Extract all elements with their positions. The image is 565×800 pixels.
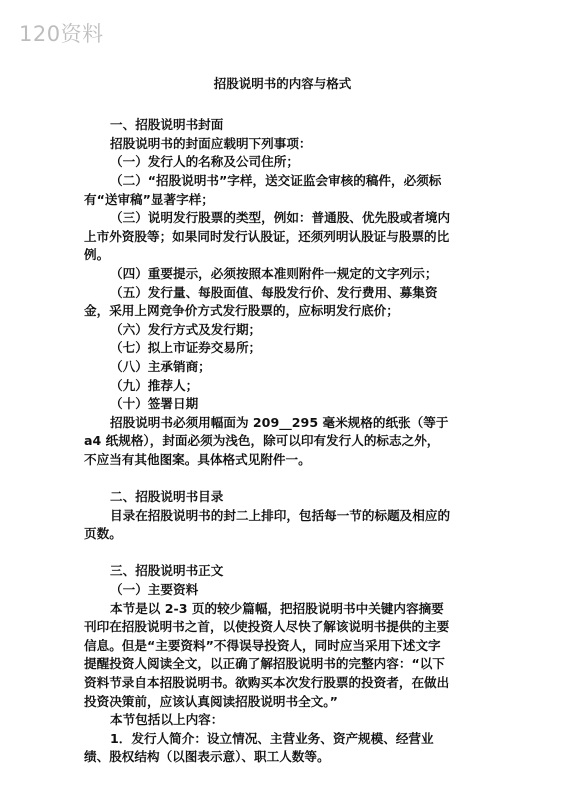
- list-item-3-cont: 例。: [84, 247, 110, 262]
- paragraph-line: 招股说明书必须用幅面为 209__295 毫米规格的纸张（等于: [110, 415, 449, 430]
- paragraph-line: 刊印在招股说明书之首，以使投资人尽快了解该说明书提供的主要: [84, 619, 450, 634]
- list-item-5-cont: 金，采用上网竞争价方式发行股票的，应标明发行底价；: [84, 303, 399, 318]
- paragraph-line: 招股说明书的封面应载明下列事项：: [110, 136, 312, 151]
- document-title: 招股说明书的内容与格式: [213, 76, 352, 91]
- subsection-heading: （一）主要资料: [110, 582, 199, 597]
- list-item-issuer-cont: 绩、股权结构（以图表示意）、职工人数等。: [84, 749, 330, 764]
- paragraph-line: 目录在招股说明书的封二上排印，包括每一节的标题及相应的: [110, 508, 451, 523]
- paragraph-line: 页数。: [84, 526, 122, 541]
- list-item-3-cont: 上市外资股等；如果同时发行认股证，还须列明认股证与股票的比: [84, 229, 450, 244]
- list-item-7: （七）拟上市证券交易所；: [110, 340, 262, 355]
- list-item-6: （六）发行方式及发行期；: [110, 322, 262, 337]
- list-item-9: （九）推荐人；: [110, 378, 199, 393]
- list-item-2-cont: 有“送审稿”显著字样；: [84, 192, 214, 207]
- section-heading-body: 三、招股说明书正文: [110, 563, 224, 578]
- list-item-1: （一）发行人的名称及公司住所；: [110, 154, 299, 169]
- paragraph-line: 本节包括以上内容：: [110, 712, 224, 727]
- paragraph-line: 资料节录自本招股说明书。欲购买本次发行股票的投资者，在做出: [84, 675, 450, 690]
- paragraph-line: 本节是以 2-3 页的较少篇幅，把招股说明书中关键内容摘要: [110, 601, 444, 616]
- watermark: 120资料: [19, 22, 104, 46]
- paragraph-line: 提醒投资人阅读全文，以正确了解招股说明书的完整内容：“以下: [84, 656, 445, 671]
- list-item-8: （八）主承销商；: [110, 359, 211, 374]
- list-item-5: （五）发行量、每股面值、每股发行价、发行费用、募集资: [110, 285, 438, 300]
- paragraph-line: a4 纸规格），封面必须为浅色，除可以印有发行人的标志之外，: [84, 433, 440, 448]
- list-item-2: （二）“招股说明书”字样，送交证监会审核的稿件，必须标: [110, 173, 442, 188]
- list-item-4: （四）重要提示，必须按照本准则附件一规定的文字列示；: [110, 266, 438, 281]
- section-heading-cover: 一、招股说明书封面: [110, 117, 224, 132]
- list-item-issuer: 1．发行人简介：设立情况、主营业务、资产规模、经营业: [110, 731, 434, 746]
- paragraph-line: 信息。但是“主要资料”不得误导投资人，同时应当采用下述文字: [84, 638, 441, 653]
- paragraph-line: 不应当有其他图案。具体格式见附件一。: [84, 452, 311, 467]
- list-item-3: （三）说明发行股票的类型，例如：普通股、优先股或者境内: [110, 210, 451, 225]
- paragraph-line: 投资决策前，应该认真阅读招股说明书全文。”: [84, 694, 338, 709]
- section-heading-toc: 二、招股说明书目录: [110, 489, 224, 504]
- list-item-10: （十）签署日期: [110, 396, 199, 411]
